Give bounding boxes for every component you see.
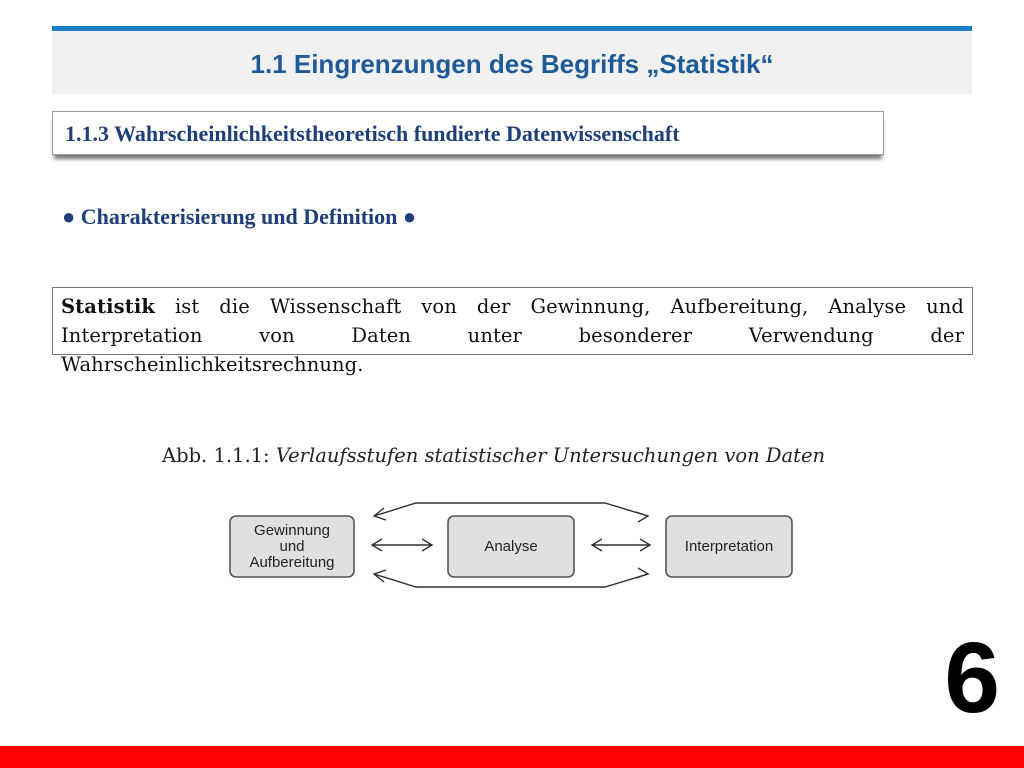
page-number: 6 <box>944 622 1000 734</box>
node-interpretation-label: Interpretation <box>684 538 774 555</box>
node-analyse-label: Analyse <box>484 538 538 555</box>
section-subtitle: 1.1.3 Wahrscheinlichkeitstheoretisch fundierte Datenwissenschaft <box>65 121 680 146</box>
node-gewinnung-line1: Gewinnung <box>254 522 330 539</box>
footer-band <box>0 746 1024 768</box>
definition-body: ist die Wissenschaft von der Gewinnung, Aufbereitung, Analyse und Interpretation von Daten unter besonderer Verwendung der Wahrscheinlichkeitsrechnung. <box>61 295 964 376</box>
node-gewinnung-line2: und <box>279 538 305 555</box>
definition-term: Statistik <box>61 295 155 318</box>
arrow-top <box>374 503 648 516</box>
figure-caption-label: Abb. 1.1.1: <box>162 444 270 467</box>
bullet-heading: ● Charakterisierung und Definition ● <box>62 204 417 229</box>
node-gewinnung-line3: Aufbereitung <box>249 554 335 571</box>
figure-caption-title: Verlaufsstufen statistischer Untersuchungen von Daten <box>269 444 826 467</box>
slide-title: 1.1 Eingrenzungen des Begriffs „Statistik“ <box>250 49 774 79</box>
